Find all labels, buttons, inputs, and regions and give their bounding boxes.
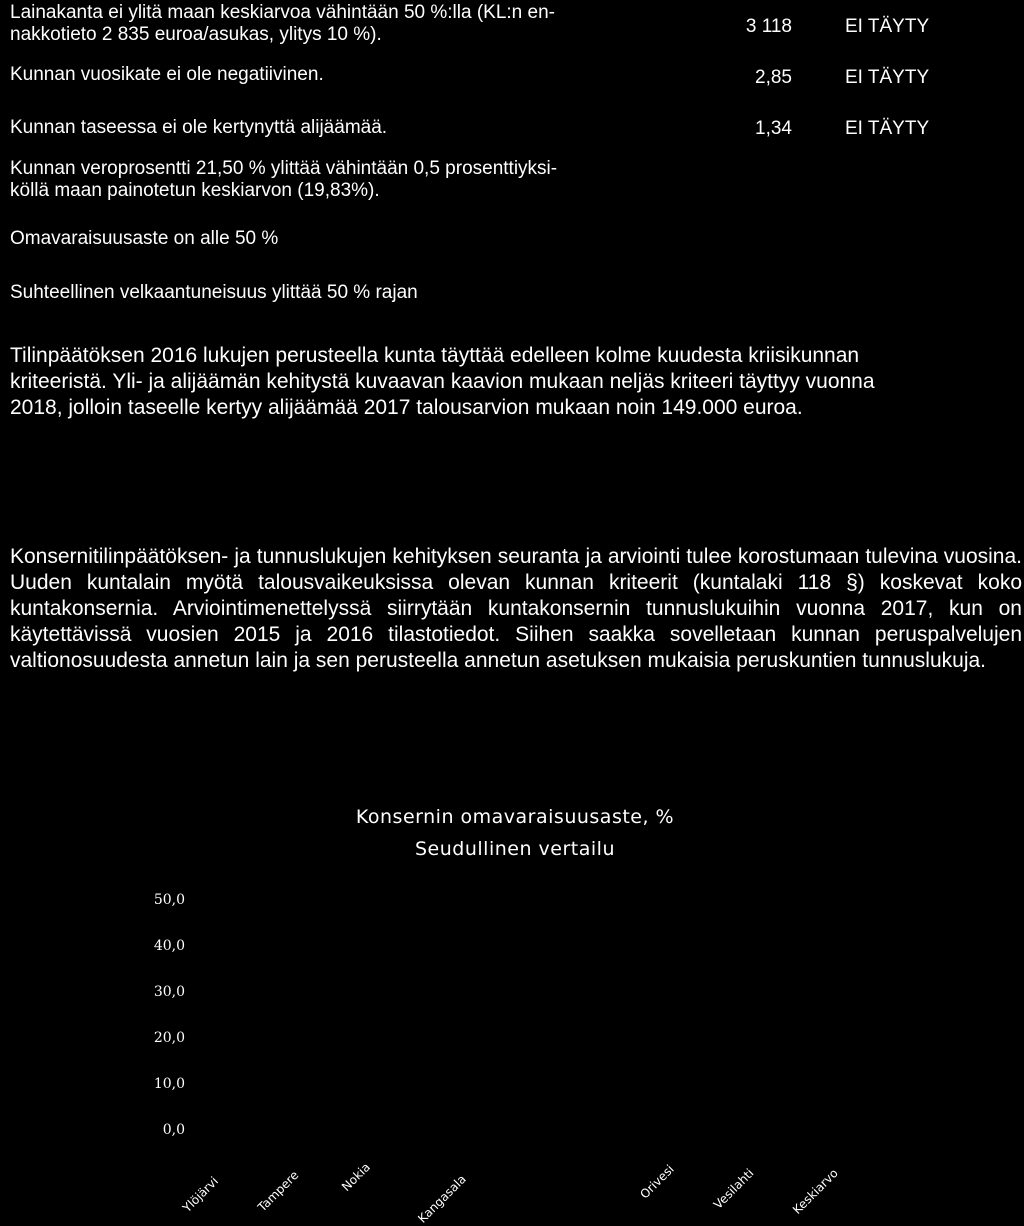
criterion-text [10,282,418,304]
criterion-text [10,158,557,202]
criterion-text [10,228,278,250]
criterion-line: Omavaraisuusaste on alle 50 % [10,228,279,249]
criterion-text [10,64,324,86]
chart-title: Konsernin omavaraisuusaste, % [355,806,675,828]
criterion-text [10,2,555,46]
chart-subtitle: Seudullinen vertailu [415,838,615,860]
criterion-value: 1,34 [755,118,792,139]
criterion-status: EI TÄYTY [845,67,930,88]
y-tick-label: 30,0 [153,984,185,1000]
x-tick-label: Kangasala [415,1172,469,1226]
x-tick-label: Orivesi [637,1162,677,1202]
criterion-value: 2,85 [755,67,792,88]
y-tick-label: 10,0 [153,1076,185,1092]
criterion-line: Kunnan taseessa ei ole kertynyttä alijäämää. [10,117,388,138]
y-tick-label: 50,0 [153,892,185,908]
criterion-value: 3 118 [745,16,792,37]
criterion-line: Lainakanta ei ylitä maan keskiarvoa vähintään 50 %:lla (KL:n en- [10,2,555,23]
x-tick-label: Keskiarvo [790,1166,841,1217]
criterion-line: nakkotieto 2 835 euroa/asukas, ylitys 10 %). [10,24,382,45]
paragraph-2: Konsernitilinpäätöksen- ja tunnuslukujen kehityksen seuranta ja arviointi tulee korostumaan tulevina vuosina. Uuden kuntalain myötä talousvaikeuksissa olevan kunnan kriteerit (kuntalaki 118 §) koskevat koko kuntakonsernia. Arviointimenettelyssä siirrytään kuntakonsernin tunnuslukuihin vuonna 2017, kun on käytettävissä vuosien 2015 ja 2016 tilastotiedot. Siihen saakka sovelletaan kunnan peruspalvelujen valtionosuudesta annetun lain ja sen perusteella annetun asetuksen mukaisia peruskuntien tunnuslukuja. [10,545,1022,672]
x-tick-label: Ylöjärvi [179,1174,221,1216]
y-tick-label: 20,0 [153,1030,185,1046]
criterion-line: köllä maan painotetun keskiarvon (19,83%). [10,180,380,201]
criterion-status: EI TÄYTY [845,16,930,37]
criterion-text [10,117,387,139]
x-tick-label: Tampere [254,1168,301,1215]
criterion-line: Kunnan vuosikate ei ole negatiivinen. [10,64,324,85]
criterion-line: Kunnan veroprosentti 21,50 % ylittää vähintään 0,5 prosenttiyksi- [10,158,558,179]
x-tick-label: Nokia [339,1160,373,1194]
criterion-status: EI TÄYTY [845,118,930,139]
paragraph-1: Tilinpäätöksen 2016 lukujen perusteella kunta täyttää edelleen kolme kuudesta kriisikunnan kriteeristä. Yli- ja alijäämän kehitystä kuvaavan kaavion mukaan neljäs kriteeri täyttyy vuonna 2018, jolloin taseelle kertyy alijäämää 2017 talousarvion mukaan noin 149.000 euroa. [10,344,875,419]
criterion-line: Suhteellinen velkaantuneisuus ylittää 50 % rajan [10,282,418,303]
y-tick-label: 40,0 [153,938,185,954]
x-tick-label: Vesilahti [711,1166,757,1212]
y-tick-label: 0,0 [162,1122,185,1138]
